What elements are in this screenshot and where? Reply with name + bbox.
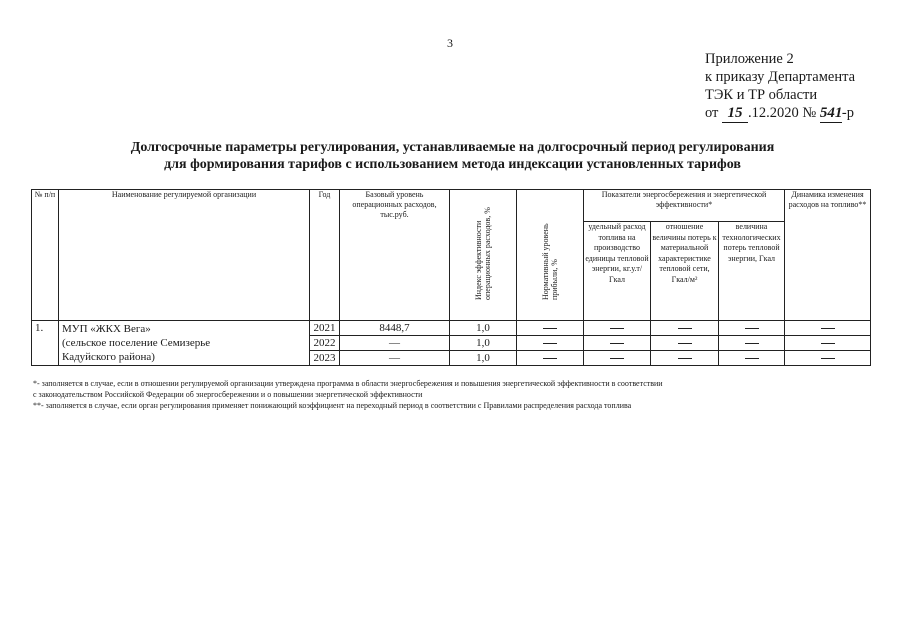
- row-sub3: [719, 321, 785, 336]
- appendix-line-2: к приказу Департамента: [705, 69, 856, 85]
- date-prefix: от: [705, 105, 719, 121]
- row-sub2: [651, 321, 719, 336]
- header-base: Базовый уровень операционных расходов, тыс.руб.: [340, 190, 450, 321]
- row-year: 2022: [310, 336, 340, 351]
- row-sub2: [651, 351, 719, 366]
- header-year: Год: [310, 190, 340, 321]
- header-org: Наименование регулируемой организации: [59, 190, 310, 321]
- footnote-1-line-1: *- заполняется в случае, если в отношении регулируемой организации утверждена программа в области энергосбережения и повышения энергетической эффективности в соответствии: [33, 379, 663, 388]
- appendix-date-line: [705, 104, 855, 123]
- title-line-1: Долгосрочные параметры регулирования, устанавливаемые на долгосрочный период регулирования: [130, 140, 775, 155]
- org-line-3: Кадуйского района): [62, 351, 155, 363]
- document-title: [0, 139, 905, 173]
- footnote-2: **- заполняется в случае, если орган регулирования применяет понижающий коэффициент на переходный период в соответствии с Правилами распределения расхода топлива: [33, 401, 632, 410]
- appendix-line-1: Приложение 2: [705, 51, 794, 67]
- row-org: [59, 321, 310, 366]
- org-line-2: (сельское поселение Семизерье: [62, 337, 211, 349]
- header-index-text: Индекс эффективности операционных расходов, %: [474, 207, 492, 300]
- page-number: 3: [447, 36, 453, 50]
- footnote-1-line-2: с законодательством Российской Федерации об энергосбережении и о повышении энергетической эффективности: [33, 390, 423, 399]
- header-index: [450, 190, 517, 321]
- row-index: 1,0: [450, 336, 517, 351]
- row-year: 2023: [310, 351, 340, 366]
- header-profit-text: Нормативный уровень прибыли, %: [541, 223, 559, 300]
- row-index: 1,0: [450, 321, 517, 336]
- row-profit: [517, 351, 584, 366]
- order-suffix: -р: [841, 105, 854, 121]
- row-fuel: [785, 336, 871, 351]
- header-energy-group: Показатели энергосбережения и энергетической эффективности*: [584, 190, 785, 222]
- row-profit: [517, 321, 584, 336]
- row-sub1: [584, 321, 651, 336]
- org-line-1: МУП «ЖКХ Вега»: [62, 323, 151, 335]
- row-sub3: [719, 336, 785, 351]
- row-index: 1,0: [450, 351, 517, 366]
- header-sub-tech-losses: величина технологических потерь тепловой энергии, Гкал: [719, 222, 785, 321]
- row-sub1: [584, 336, 651, 351]
- table-row: [32, 321, 871, 336]
- header-num: № п/п: [32, 190, 59, 321]
- order-number: 541: [819, 105, 843, 121]
- row-year: 2021: [310, 321, 340, 336]
- row-base: —: [340, 351, 450, 366]
- row-num: 1.: [32, 321, 59, 366]
- row-sub2: [651, 336, 719, 351]
- footnotes: [33, 378, 833, 411]
- row-base: 8448,7: [340, 321, 450, 336]
- row-fuel: [785, 321, 871, 336]
- parameters-table: [31, 189, 871, 366]
- header-sub-fuel-rate: удельный расход топлива на производство единицы тепловой энергии, кг.у.т/Гкал: [584, 222, 651, 321]
- row-sub1: [584, 351, 651, 366]
- row-profit: [517, 336, 584, 351]
- appendix-block: [705, 50, 855, 123]
- title-line-2: для формирования тарифов с использованием метода индексации установленных тарифов: [164, 157, 741, 172]
- date-day: 15: [722, 104, 748, 123]
- header-sub-loss-ratio: отношение величины потерь к материальной характеристике тепловой сети, Гкал/м²: [651, 222, 719, 321]
- header-profit: [517, 190, 584, 321]
- header-fuel: Динамика изменения расходов на топливо**: [785, 190, 871, 321]
- row-base: —: [340, 336, 450, 351]
- row-fuel: [785, 351, 871, 366]
- date-rest: .12.2020 №: [748, 105, 817, 121]
- appendix-line-3: ТЭК и ТР области: [705, 87, 818, 103]
- row-sub3: [719, 351, 785, 366]
